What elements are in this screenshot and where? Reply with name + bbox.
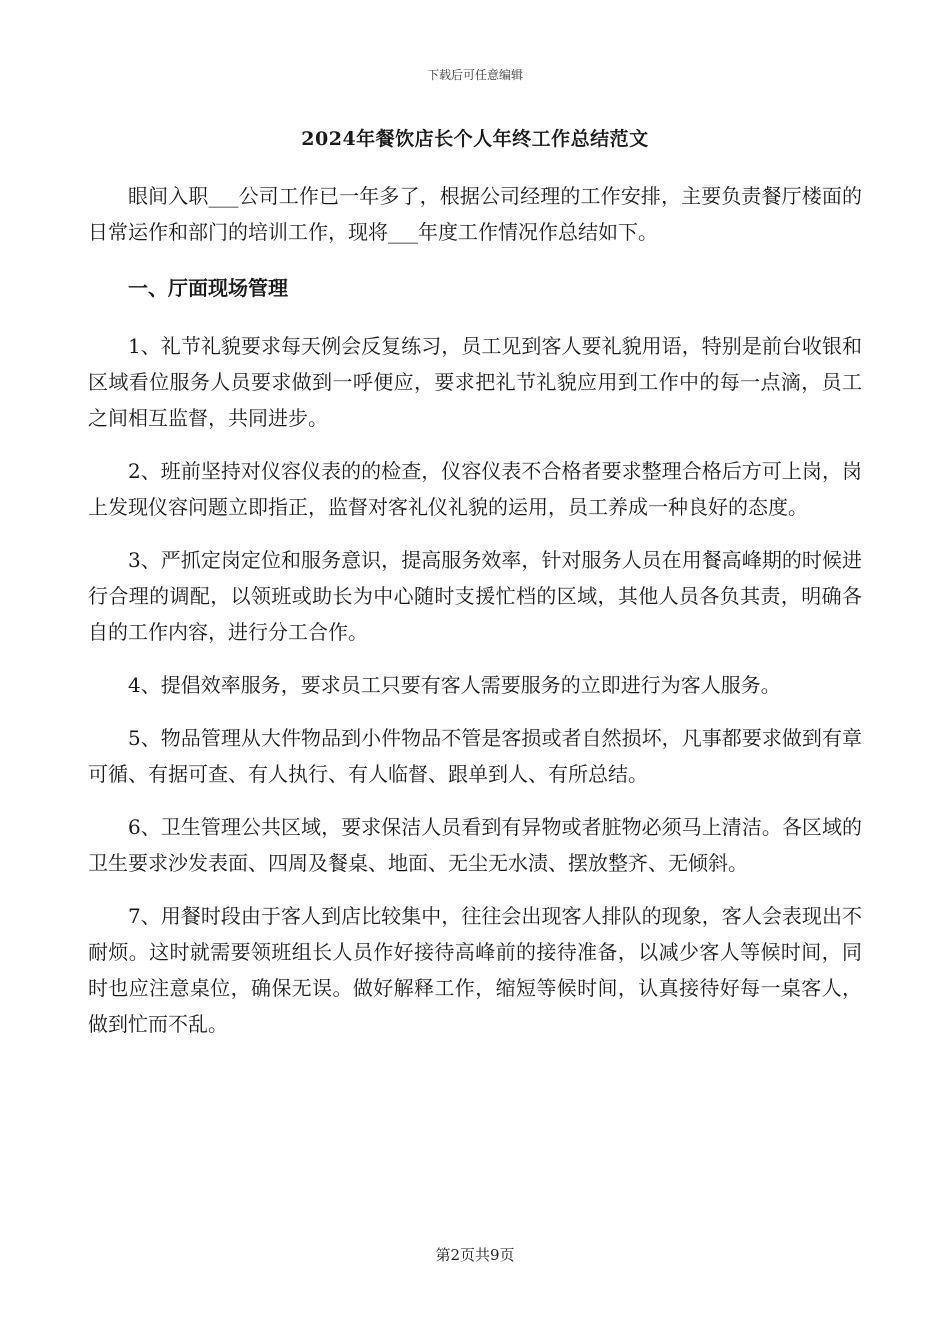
list-item: 7、用餐时段由于客人到店比较集中，往往会出现客人排队的现象，客人会表现出不耐烦。这时就需要领班组长人员作好接待高峰前的接待准备，以减少客人等候时间，同时也应注意桌位，确保无误。做好解释工作，缩短等候时间，认真接待好每一桌客人，做到忙而不乱。 (88, 904, 862, 1036)
list-item: 2、班前坚持对仪容仪表的的检查，仪容仪表不合格者要求整理合格后方可上岗，岗上发现仪容问题立即指正，监督对客礼仪礼貌的运用，员工养成一种良好的态度。 (88, 459, 862, 519)
intro-paragraph: 眼间入职___公司工作已一年多了，根据公司经理的工作安排，主要负责餐厅楼面的日常运作和部门的培训工作，现将___年度工作情况作总结如下。 (88, 184, 862, 244)
section-heading: 一、厅面现场管理 (128, 276, 288, 300)
list-item: 3、严抓定岗定位和服务意识，提高服务效率，针对服务人员在用餐高峰期的时候进行合理的调配，以领班或助长为中心随时支援忙档的区域，其他人员各负其责，明确各自的工作内容，进行分工合作。 (88, 548, 862, 644)
page-header-note: 下载后可任意编辑 (426, 68, 523, 82)
document-body (88, 178, 862, 1059)
list-item: 1、礼节礼貌要求每天例会反复练习，员工见到客人要礼貌用语，特别是前台收银和区域看位服务人员要求做到一呼便应，要求把礼节礼貌应用到工作中的每一点滴，员工之间相互监督，共同进步。 (88, 334, 862, 430)
page-number: 第2页共9页 (435, 1246, 515, 1264)
document-title: 2024年餐饮店长个人年终工作总结范文 (301, 128, 649, 150)
list-item: 4、提倡效率服务，要求员工只要有客人需要服务的立即进行为客人服务。 (128, 673, 781, 697)
list-item: 5、物品管理从大件物品到小件物品不管是客损或者自然损坏，凡事都要求做到有章可循、有据可查、有人执行、有人临督、跟单到人、有所总结。 (88, 726, 862, 786)
list-item: 6、卫生管理公共区域，要求保洁人员看到有异物或者脏物必须马上清洁。各区域的卫生要求沙发表面、四周及餐桌、地面、无尘无水渍、摆放整齐、无倾斜。 (88, 815, 862, 875)
